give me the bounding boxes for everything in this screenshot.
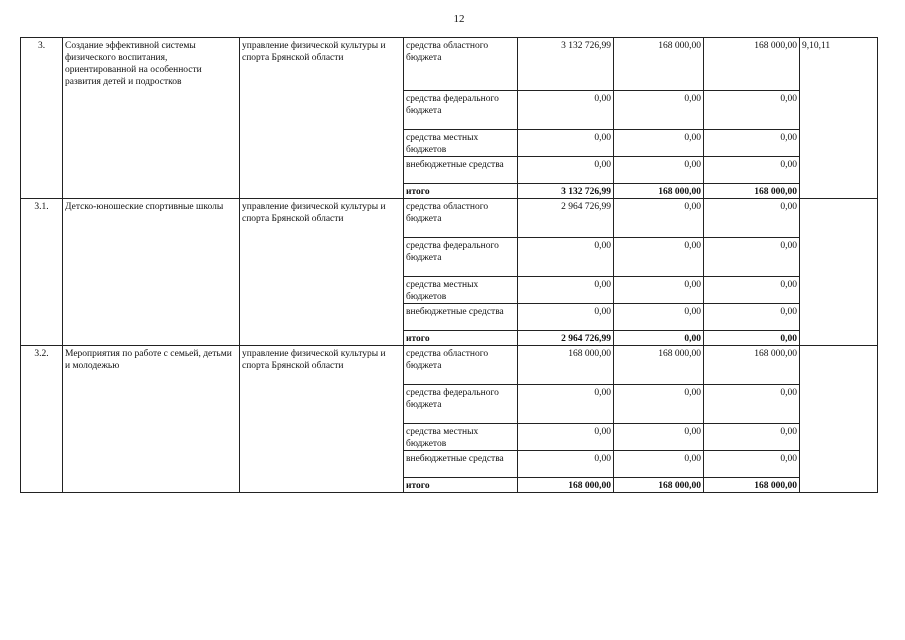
funding-source: средства федерального бюджета — [404, 238, 518, 277]
amount-year-1: 0,00 — [518, 424, 614, 451]
amount-year-2: 0,00 — [614, 424, 704, 451]
amount-year-3: 0,00 — [704, 199, 800, 238]
funding-source: средства областного бюджета — [404, 199, 518, 238]
amount-year-3: 0,00 — [704, 91, 800, 130]
measure-name: Детско-юношеские спортивные школы — [63, 199, 240, 346]
amount-year-1: 168 000,00 — [518, 478, 614, 493]
amount-year-2: 0,00 — [614, 277, 704, 304]
measure-name: Создание эффективной системы физического воспитания, ориентированной на особенности развития детей и подростков — [63, 38, 240, 199]
amount-year-3: 168 000,00 — [704, 346, 800, 385]
page-number: 12 — [453, 13, 465, 25]
indicator-numbers: 9,10,11 — [800, 38, 878, 199]
amount-year-2: 0,00 — [614, 238, 704, 277]
amount-year-1: 3 132 726,99 — [518, 38, 614, 91]
funding-source: средства областного бюджета — [404, 38, 518, 91]
amount-year-1: 0,00 — [518, 451, 614, 478]
amount-year-3: 0,00 — [704, 238, 800, 277]
amount-year-2: 0,00 — [614, 304, 704, 331]
amount-year-1: 0,00 — [518, 385, 614, 424]
amount-year-3: 168 000,00 — [704, 478, 800, 493]
funding-source: внебюджетные средства — [404, 157, 518, 184]
amount-year-1: 0,00 — [518, 157, 614, 184]
amount-year-1: 0,00 — [518, 277, 614, 304]
amount-year-3: 0,00 — [704, 277, 800, 304]
table-row — [21, 199, 878, 238]
amount-year-1: 168 000,00 — [518, 346, 614, 385]
amount-year-3: 0,00 — [704, 331, 800, 346]
amount-year-3: 168 000,00 — [704, 184, 800, 199]
amount-year-2: 168 000,00 — [614, 478, 704, 493]
amount-year-3: 0,00 — [704, 424, 800, 451]
amount-year-2: 0,00 — [614, 199, 704, 238]
funding-source: внебюджетные средства — [404, 451, 518, 478]
amount-year-2: 0,00 — [614, 130, 704, 157]
executor: управление физической культуры и спорта Брянской области — [240, 346, 404, 493]
amount-year-1: 0,00 — [518, 238, 614, 277]
funding-source: внебюджетные средства — [404, 304, 518, 331]
funding-source-total: итого — [404, 478, 518, 493]
indicator-numbers — [800, 346, 878, 493]
amount-year-2: 0,00 — [614, 331, 704, 346]
funding-source: средства областного бюджета — [404, 346, 518, 385]
funding-source: средства местных бюджетов — [404, 130, 518, 157]
row-number: 3.1. — [21, 199, 63, 346]
amount-year-1: 2 964 726,99 — [518, 199, 614, 238]
funding-source: средства местных бюджетов — [404, 277, 518, 304]
amount-year-3: 0,00 — [704, 304, 800, 331]
row-number: 3. — [21, 38, 63, 199]
amount-year-3: 0,00 — [704, 451, 800, 478]
funding-source-total: итого — [404, 184, 518, 199]
amount-year-2: 0,00 — [614, 157, 704, 184]
amount-year-3: 0,00 — [704, 130, 800, 157]
amount-year-2: 0,00 — [614, 91, 704, 130]
funding-source-total: итого — [404, 331, 518, 346]
table-row — [21, 346, 878, 385]
executor: управление физической культуры и спорта Брянской области — [240, 38, 404, 199]
funding-source: средства федерального бюджета — [404, 385, 518, 424]
measure-name: Мероприятия по работе с семьей, детьми и молодежью — [63, 346, 240, 493]
amount-year-1: 0,00 — [518, 130, 614, 157]
budget-table — [20, 37, 878, 493]
amount-year-2: 168 000,00 — [614, 184, 704, 199]
amount-year-2: 168 000,00 — [614, 38, 704, 91]
indicator-numbers — [800, 199, 878, 346]
amount-year-2: 0,00 — [614, 385, 704, 424]
amount-year-3: 0,00 — [704, 157, 800, 184]
amount-year-2: 0,00 — [614, 451, 704, 478]
amount-year-1: 2 964 726,99 — [518, 331, 614, 346]
amount-year-3: 168 000,00 — [704, 38, 800, 91]
funding-source: средства федерального бюджета — [404, 91, 518, 130]
row-number: 3.2. — [21, 346, 63, 493]
funding-source: средства местных бюджетов — [404, 424, 518, 451]
amount-year-1: 0,00 — [518, 304, 614, 331]
amount-year-3: 0,00 — [704, 385, 800, 424]
amount-year-1: 3 132 726,99 — [518, 184, 614, 199]
amount-year-2: 168 000,00 — [614, 346, 704, 385]
amount-year-1: 0,00 — [518, 91, 614, 130]
executor: управление физической культуры и спорта Брянской области — [240, 199, 404, 346]
table-row — [21, 38, 878, 91]
